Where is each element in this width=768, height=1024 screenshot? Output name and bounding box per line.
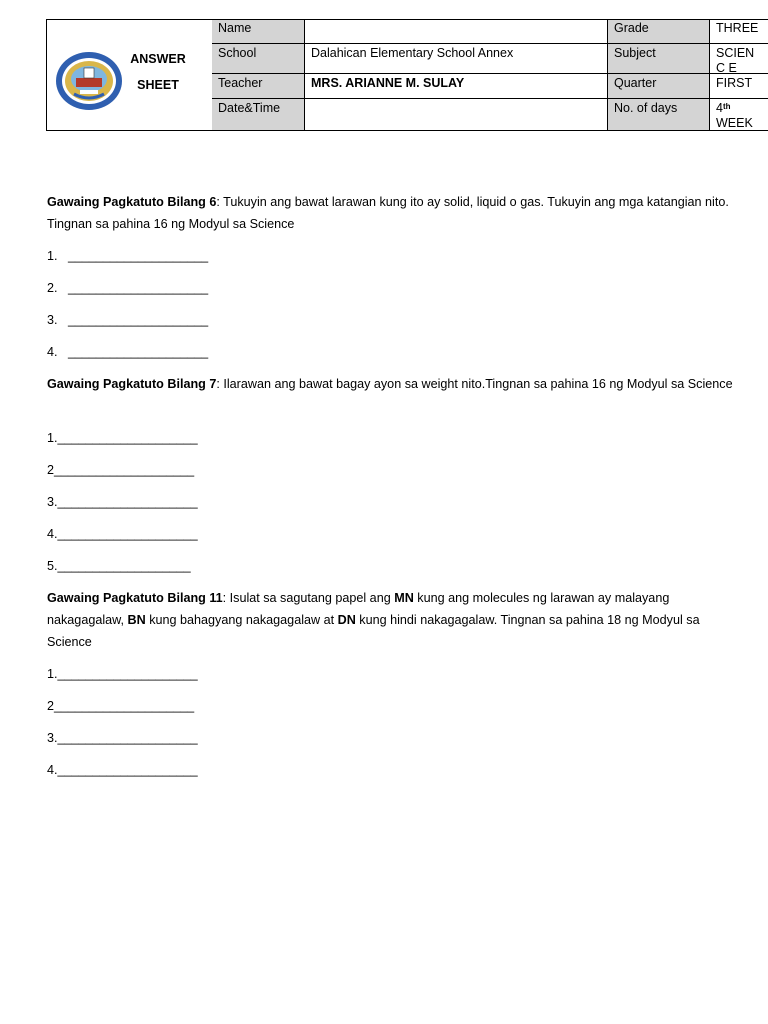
- grade-value: THREE: [710, 20, 768, 44]
- subject-label: Subject: [608, 44, 710, 74]
- header-table: [46, 19, 768, 131]
- days-word: WEEK: [716, 116, 753, 130]
- activity-7-item-4[interactable]: 4.____________________: [47, 527, 198, 541]
- quarter-value: FIRST: [710, 74, 768, 99]
- teacher-value: MRS. ARIANNE M. SULAY: [305, 74, 608, 99]
- school-value: Dalahican Elementary School Annex: [305, 44, 608, 74]
- activity-11-item-3[interactable]: 3.____________________: [47, 731, 198, 745]
- title-line-1: ANSWER: [130, 52, 186, 66]
- logo-cell: [47, 20, 213, 130]
- grade-label: Grade: [608, 20, 710, 44]
- activity-11-title: Gawaing Pagkatuto Bilang 11: [47, 591, 223, 605]
- answer-sheet-title: [127, 46, 189, 98]
- datetime-label: Date&Time: [212, 99, 305, 130]
- activity-6-item-4[interactable]: 4. ____________________: [47, 345, 209, 359]
- activity-11-item-2[interactable]: 2____________________: [47, 699, 195, 713]
- activity-11-instructions: [47, 587, 737, 653]
- activity-11-text-d: kung hindi nakagagalaw. Tingnan sa pahina 18 ng Modyul sa Science: [47, 613, 700, 649]
- title-line-2: SHEET: [137, 78, 179, 92]
- activity-6-text: : Tukuyin ang bawat larawan kung ito ay solid, liquid o gas. Tukuyin ang mga katangian nito. Tingnan sa pahina 16 ng Modyul sa Science: [47, 195, 729, 231]
- name-label: Name: [212, 20, 305, 44]
- days-number: 4: [716, 101, 723, 115]
- activity-6-title: Gawaing Pagkatuto Bilang 6: [47, 195, 217, 209]
- activity-7-item-5[interactable]: 5.___________________: [47, 559, 191, 573]
- activity-7-text: : Ilarawan ang bawat bagay ayon sa weight nito.Tingnan sa pahina 16 ng Modyul sa Science: [216, 377, 733, 391]
- teacher-label: Teacher: [212, 74, 305, 99]
- days-suffix: th: [722, 102, 731, 111]
- activity-11-bn: BN: [127, 613, 146, 627]
- activity-7-instructions: [47, 373, 737, 395]
- subject-value: SCIENC E: [710, 44, 768, 74]
- name-value: [305, 20, 608, 44]
- activity-6-item-1[interactable]: 1. ____________________: [47, 249, 209, 263]
- days-label: No. of days: [608, 99, 710, 130]
- days-value: [710, 99, 768, 130]
- activity-6-item-3[interactable]: 3. ____________________: [47, 313, 209, 327]
- activity-11-text-c: kung bahagyang nakagagalaw at: [145, 613, 338, 627]
- school-logo: [54, 50, 124, 112]
- school-label: School: [212, 44, 305, 74]
- activity-7-item-3[interactable]: 3.____________________: [47, 495, 198, 509]
- activity-6-instructions: [47, 191, 737, 235]
- activity-11-dn: DN: [337, 613, 356, 627]
- activity-7-item-1[interactable]: 1.____________________: [47, 431, 198, 445]
- activity-11-text-a: : Isulat sa sagutang papel ang: [222, 591, 395, 605]
- datetime-value: [305, 99, 608, 130]
- activity-11-text-b: kung ang molecules ng larawan ay malayang nakagagalaw,: [47, 591, 670, 627]
- activity-11-mn: MN: [394, 591, 414, 605]
- activity-7-title: Gawaing Pagkatuto Bilang 7: [47, 377, 217, 391]
- quarter-label: Quarter: [608, 74, 710, 99]
- activity-11-item-1[interactable]: 1.____________________: [47, 667, 198, 681]
- activity-6-item-2[interactable]: 2. ____________________: [47, 281, 209, 295]
- activity-7-item-2[interactable]: 2____________________: [47, 463, 195, 477]
- activity-11-item-4[interactable]: 4.____________________: [47, 763, 198, 777]
